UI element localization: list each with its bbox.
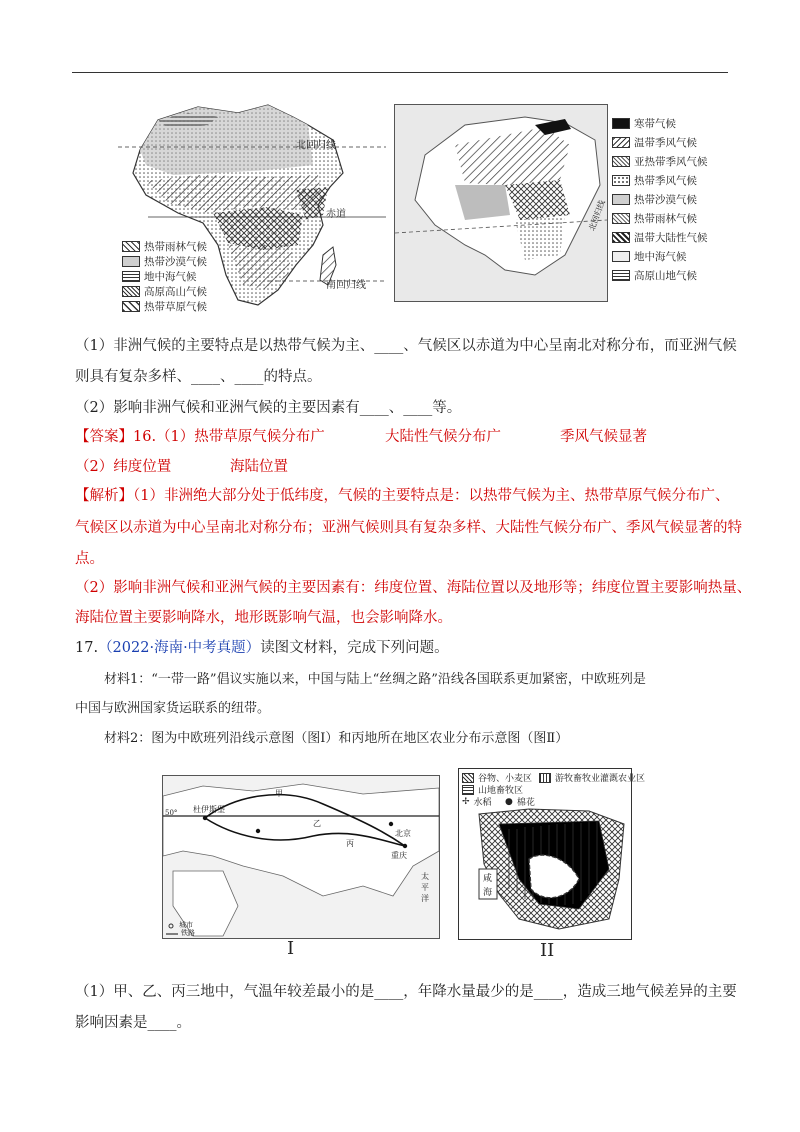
answer-part2b: 海陆位置 [230, 459, 288, 475]
legend-mountain: 山地畜牧区 [462, 783, 523, 796]
legend-mediterranean: 地中海气候 [122, 269, 197, 284]
label-jia: 甲 [275, 789, 283, 798]
answer-part1c: 季风气候显著 [560, 429, 647, 445]
legend-highland-asia: 高原山地气候 [612, 268, 697, 283]
answer-line1 [75, 427, 325, 447]
legend-cotton: ● 棉花 [505, 796, 535, 808]
legend-rail: 铁路 [181, 929, 195, 937]
analysis-line5: 海陆位置主要影响降水，地形既影响气温，也会影响降水。 [75, 610, 452, 626]
legend-tropical-monsoon: 热带季风气候 [612, 173, 697, 188]
label-pacific: 太平洋 [421, 872, 429, 903]
q16-part2: （2）影响非洲气候和亚洲气候的主要因素有____、____等。 [75, 400, 462, 416]
answer-tag: 【答案】16. [75, 429, 157, 445]
q16-part1-line1: （1）非洲气候的主要特点是以热带气候为主、____、气候区以赤道为中心呈南北对称分布，而亚洲气候 [75, 338, 737, 354]
agriculture-map-graphic [459, 769, 631, 939]
rail-route-map [162, 775, 440, 939]
material2: 材料2：图为中欧班列沿线示意图（图Ⅰ）和丙地所在地区农业分布示意图（图Ⅱ） [104, 731, 569, 746]
q16-part1-line2: 则具有复杂多样、____、____的特点。 [75, 369, 322, 385]
answer-part2: （2）纬度位置 [75, 459, 172, 475]
legend-rice: ✢ 水稻 [462, 796, 492, 808]
analysis-line3: 点。 [75, 551, 104, 567]
tropic-of-capricorn-label: 南回归线 [326, 280, 366, 291]
agriculture-map [458, 768, 646, 940]
legend-highland: 高原高山气候 [122, 284, 207, 299]
figure-numeral-1: I [287, 938, 295, 959]
label-bing: 丙 [346, 839, 354, 848]
legend-desert: 热带沙漠气候 [122, 254, 207, 269]
asia-tropic-label: 北回归线 [587, 198, 607, 233]
legend-rainforest: 热带雨林气候 [122, 239, 207, 254]
q17-heading [75, 638, 449, 658]
q17-part1-line2: 影响因素是____。 [75, 1015, 191, 1031]
q17-part1-line1: （1）甲、乙、丙三地中，气温年较差最小的是____，年降水量最少的是____，造成三地气候差异的主要 [75, 984, 737, 1000]
analysis-tag: 【解析】 [75, 488, 133, 504]
label-duisburg: 杜伊斯堡 [193, 805, 225, 814]
q17-instruction: 读图文材料，完成下列问题。 [260, 640, 449, 656]
tropic-of-cancer-label: 北回归线 [296, 140, 336, 151]
answer-part1b: 大陆性气候分布广 [385, 429, 501, 445]
legend-subtropical-monsoon: 亚热带季风气候 [612, 154, 708, 169]
africa-climate-map [118, 95, 386, 325]
cotton-icon: ● [505, 796, 513, 807]
legend-tropical-rainforest: 热带雨林气候 [612, 211, 697, 226]
label-sea1: 咸 [483, 874, 493, 884]
legend-mediterranean-asia: 地中海气候 [612, 249, 687, 264]
header-rule [72, 72, 728, 73]
figure-numeral-2: II [540, 940, 555, 961]
legend-grain: 谷物、小麦区 [462, 771, 532, 784]
answer-part1: （1）热带草原气候分布广 [156, 429, 325, 445]
asia-map-graphic [395, 105, 607, 301]
legend-tropical-desert: 热带沙漠气候 [612, 192, 697, 207]
analysis-line1: 【解析】（1）非洲绝大部分处于低纬度，气候的主要特点是：以热带气候为主、热带草原气候分布广、 [75, 488, 730, 504]
legend-temperate-monsoon: 温带季风气候 [612, 135, 697, 150]
legend-city: 城市 [179, 921, 193, 929]
equator-label: 赤道 [326, 209, 346, 220]
label-chongqing: 重庆 [391, 851, 407, 860]
label-yi: 乙 [313, 819, 321, 828]
legend-polar: 寒带气候 [612, 116, 676, 131]
label-beijing: 北京 [395, 829, 411, 838]
analysis-line2: 气候区以赤道为中心呈南北对称分布；亚洲气候则具有复杂多样、大陆性气候分布广、季风气候显著的特 [75, 520, 742, 536]
legend-temperate-continental: 温带大陆性气候 [612, 230, 708, 245]
q17-number: 17. [75, 640, 99, 656]
material1-line2: 中国与欧洲国家货运联系的纽带。 [75, 701, 271, 716]
legend-nomadic: 游牧畜牧业灌溉农业区 [539, 771, 645, 784]
legend-savanna: 热带草原气候 [122, 299, 207, 314]
label-sea2: 海 [483, 888, 493, 898]
label-latitude: 50° [165, 809, 178, 817]
q17-source-link[interactable]: （2022·海南·中考真题） [98, 640, 261, 656]
rice-icon: ✢ [462, 796, 470, 807]
analysis-line4: （2）影响非洲气候和亚洲气候的主要因素有：纬度位置、海陆位置以及地形等；纬度位置主要影响热量、 [75, 580, 752, 596]
asia-climate-map [394, 104, 608, 302]
material1-line1: 材料1：“一带一路”倡议实施以来，中国与陆上“丝绸之路”沿线各国联系更加紧密，中欧班列是 [104, 672, 646, 687]
asia-legend [612, 116, 732, 296]
